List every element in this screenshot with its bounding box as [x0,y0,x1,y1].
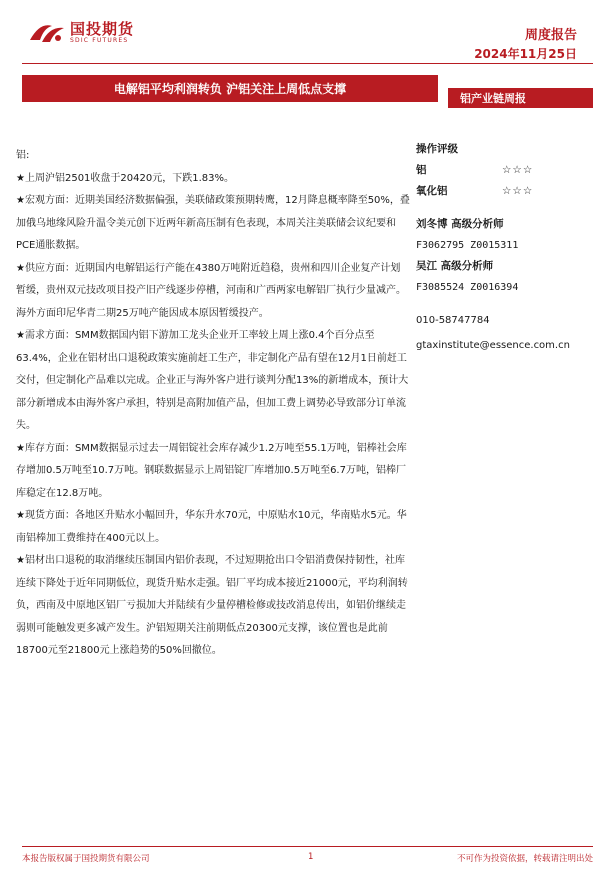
rating-row-alumina [416,181,606,202]
rating-label: 氧化铝 [416,185,448,197]
report-type: 周度报告 [524,28,577,43]
sdic-logo-icon [28,20,66,46]
analyst-credentials: F3085524 Z0016394 [416,282,519,293]
footer-disclaimer: 不可作为投资依据，转载请注明出处 [456,854,593,864]
paragraph-supply: ★供应方面：近期国内电解铝运行产能在4380万吨附近趋稳，贵州和四川企业复产计划暂缓，贵州双元技改项目投产旧产线逐步停槽，河南和广西两家电解铝厂执行少量减产。海外方面印尼华青二期25万吨产能因成本原因暂缓投产。 [16,262,406,319]
paragraph-spot: ★现货方面：各地区升贴水小幅回升，华东升水70元，中原贴水10元，华南贴水5元。华南铝棒加工费维持在400元以上。 [16,510,407,544]
footer-divider [22,846,593,847]
paragraph-demand: ★需求方面：SMM数据国内铝下游加工龙头企业开工率较上周上涨0.4个百分点至63.4%，企业在铝材出口退税政策实施前赶工生产，非定制化产品有望在12月1日前赶工交付，但定制化产品难以完成。企业正与海外客户进行谈判分配13%的新增成本，预计大部分新增成本由海外客户承担，特别是高附加值产品，但加工费上调势必导致部分订单流失。 [16,330,409,431]
page-number: 1 [308,852,314,862]
section-heading: 铝: [16,150,30,161]
report-body [16,145,410,663]
paragraph-close: ★上周沪铝2501收盘于20420元，下跌1.83%。 [16,172,234,184]
sidebar [416,139,606,356]
rating-row-aluminum [416,160,606,181]
analyst-name: 刘冬博 高级分析师 [416,218,504,230]
rating-title: 操作评级 [416,143,458,155]
logo-name-cn: 国投期货 [70,20,135,38]
report-title: 电解铝平均利润转负 沪铝关注上周低点支撑 [22,75,438,102]
paragraph-summary: ★铝材出口退税的取消继续压制国内铝价表现，不过短期抢出口令铝消费保持韧性，社库连续下降处于近年同期低位，现货升贴水走强。铝厂平均成本接近21000元，平均利润转负，西南及中原地区铝厂亏损加大并陆续有少量停槽检修或技改消息传出，如铝价继续走弱则可能触发更多减产发生。沪铝短期关注前期低点20300元支撑，该位置也是此前18700元至21800元上涨趋势的50%回撤位。 [16,555,408,656]
footer-copyright: 本报告版权属于国投期货有限公司 [22,854,150,864]
paragraph-inventory: ★库存方面：SMM数据显示过去一周铝锭社会库存减少1.2万吨至55.1万吨，铝棒社会库存增加0.5万吨至10.7万吨。钢联数据显示上周铝锭厂库增加0.5万吨至6.7万吨，铝棒厂库稳定在12.8万吨。 [16,442,407,499]
rating-stars: ☆☆☆ [502,185,534,197]
rating-label: 铝 [416,164,427,176]
logo-name-en: SDIC FUTURES [70,37,129,44]
analyst-name: 吴江 高级分析师 [416,260,494,272]
analyst-credentials: F3062795 Z0015311 [416,240,519,251]
report-tag: 铝产业链周报 [448,88,593,108]
header-divider [22,63,593,64]
rating-stars: ☆☆☆ [502,164,534,176]
contact-email[interactable]: gtaxinstitute@essence.com.cn [416,340,570,351]
contact-phone: 010-58747784 [416,315,490,326]
paragraph-macro: ★宏观方面：近期美国经济数据偏强，美联储政策预期转鹰，12月降息概率降至50%，叠加俄乌地缘风险升温令美元创下近两年新高压制有色表现，本周关注美联储会议纪要和PCE通胀数据。 [16,195,410,251]
company-logo [28,20,134,46]
report-date: 2024年11月25日 [474,47,577,61]
